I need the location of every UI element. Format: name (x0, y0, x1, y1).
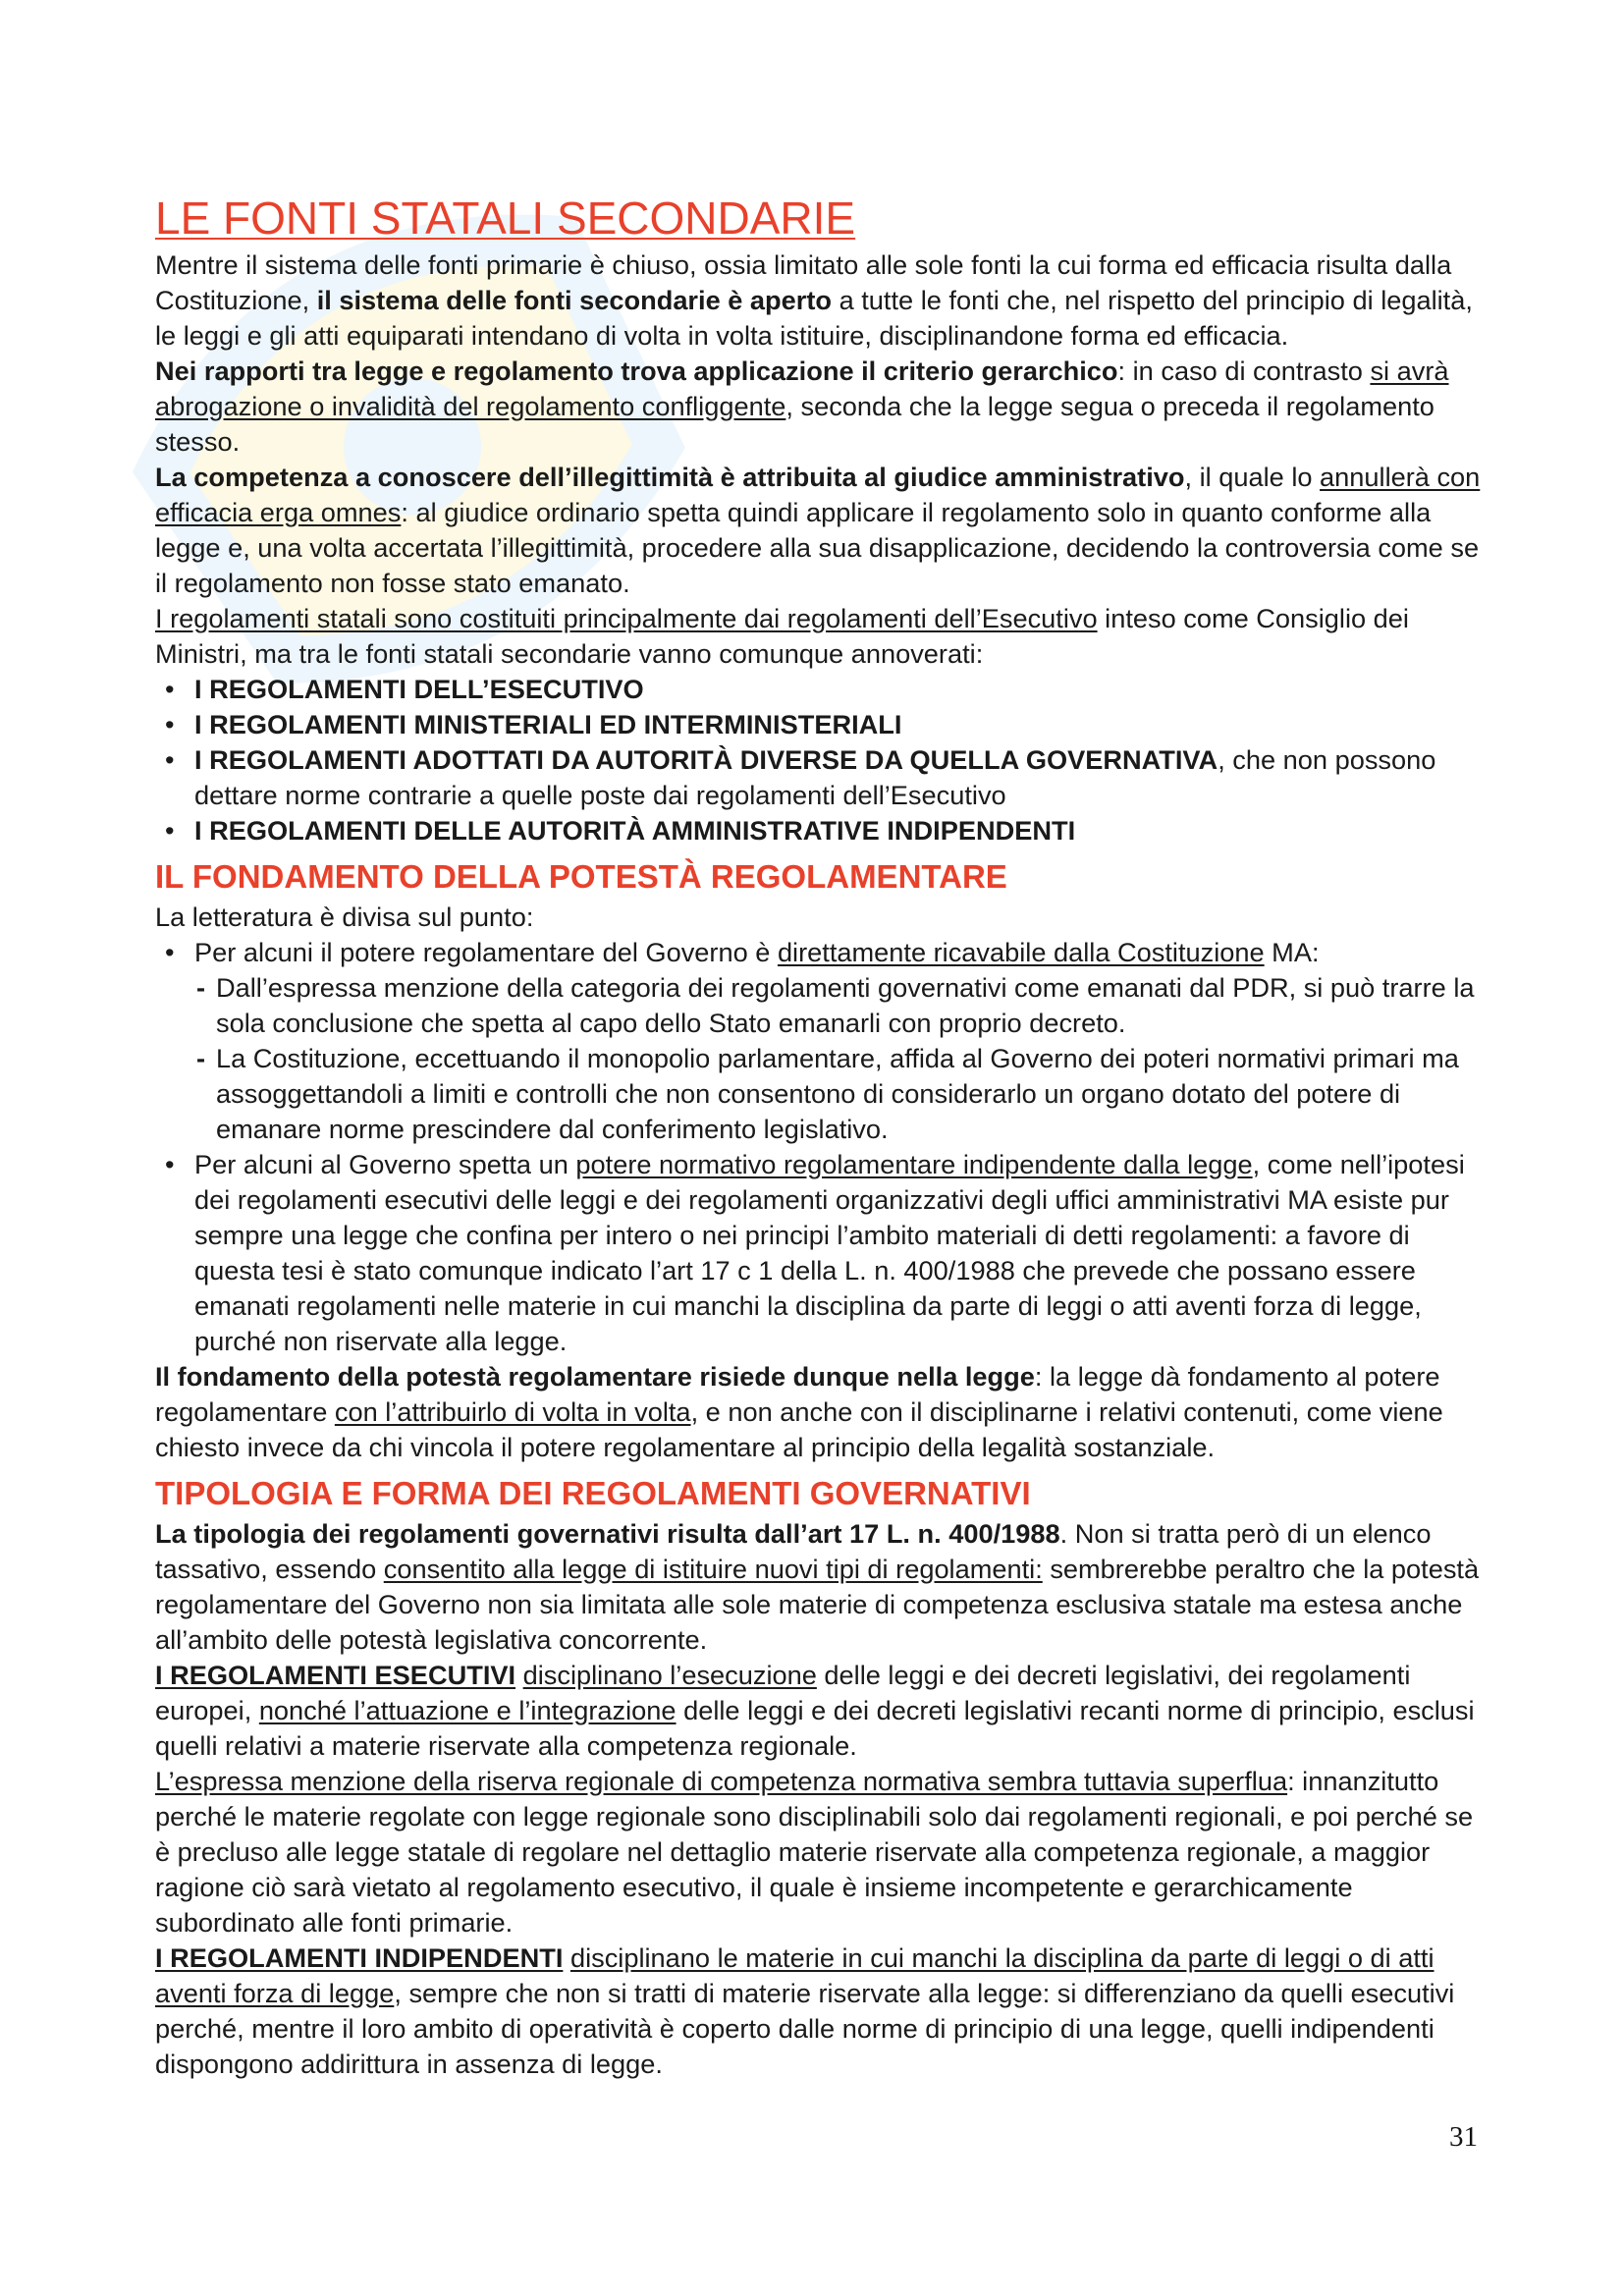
list-item: • I REGOLAMENTI MINISTERIALI ED INTERMINISTERIALI (155, 707, 1490, 742)
bullet-list (155, 672, 1490, 848)
paragraph: Il fondamento della potestà regolamentare risiede dunque nella legge: la legge dà fondamento al potere regolamentare con l’attribuirlo di volta in volta, e non anche con il disciplinarne i relativi contenuti, come viene chiesto invece da chi vincola il potere regolamentare al principio della legalità sostanziale. (155, 1361, 1443, 1462)
document-body (155, 192, 1490, 2082)
paragraph: I REGOLAMENTI INDIPENDENTI disciplinano le materie in cui manchi la disciplina da parte di leggi o di atti aventi forza di legge, sempre che non si tratti di materie riservate alla legge: si differenziano da quelli esecutivi perché, mentre il loro ambito di operatività è coperto dalle norme di principio di una legge, quelli indipendenti dispongono addirittura in assenza di legge. (155, 1942, 1455, 2079)
list-item: • I REGOLAMENTI ADOTTATI DA AUTORITÀ DIVERSE DA QUELLA GOVERNATIVA, che non possono dettare norme contrarie a quelle poste dai regolamenti dell’Esecutivo (155, 742, 1490, 813)
paragraph: La letteratura è divisa sul punto: (155, 902, 534, 932)
paragraph: Nei rapporti tra legge e regolamento trova applicazione il criterio gerarchico: in caso di contrasto si avrà abrogazione o invalidità del regolamento confliggente, seconda che la legge segua o preceda il regolamento stesso. (155, 355, 1449, 457)
list-item: • I REGOLAMENTI DELLE AUTORITÀ AMMINISTRATIVE INDIPENDENTI (155, 813, 1490, 848)
paragraph: L’espressa menzione della riserva regionale di competenza normativa sembra tuttavia superflua: innanzitutto perché le materie regolate con legge regionale sono disciplinabili solo dai regolamenti regionali, e poi perché se è precluso alle legge statale di regolare nel dettaglio materie riservate alla competenza regionale, a maggior ragione ciò sarà vietato al regolamento esecutivo, il quale è insieme incompetente e gerarchicamente subordinato alle fonti primarie. (155, 1766, 1474, 1938)
dash-list (155, 970, 1490, 1147)
paragraph: Mentre il sistema delle fonti primarie è chiuso, ossia limitato alle sole fonti la cui forma ed efficacia risulta dalla Costituzione, il sistema delle fonti secondarie è aperto a tutte le fonti che, nel rispetto del principio di legalità, le leggi e gli atti equiparati intendano di volta in volta istituire, disciplinandone forma ed efficacia. (155, 249, 1473, 351)
page-number: 31 (1449, 2121, 1478, 2153)
list-item: • Per alcuni al Governo spetta un potere normativo regolamentare indipendente dalla legge, come nell’ipotesi dei regolamenti esecutivi delle leggi e dei regolamenti organizzativi degli uffici amministrativi MA esiste pur sempre una legge che confina per intero o nei principi l’ambito materiali di detti regolamenti: a favore di questa tesi è stato comunque indicato l’art 17 c 1 della L. n. 400/1988 che prevede che possano essere emanati regolamenti nelle materie in cui manchi la disciplina da parte di leggi o atti aventi forza di legge, purché non riservate alla legge. (155, 1147, 1490, 1359)
section-title-fondamento: IL FONDAMENTO DELLA POTESTÀ REGOLAMENTARE (155, 858, 1007, 895)
paragraph: I REGOLAMENTI ESECUTIVI disciplinano l’esecuzione delle leggi e dei decreti legislativi, dei regolamenti europei, nonché l’attuazione e l’integrazione delle leggi e dei decreti legislativi recanti norme di principio, esclusi quelli relativi a materie riservate alla competenza regionale. (155, 1660, 1475, 1761)
list-item: • Per alcuni il potere regolamentare del Governo è direttamente ricavabile dalla Costituzione MA: - Dall’espressa menzione della categoria dei regolamenti governativi come emanati dal PDR, si può trarre la sola conclusione che spetta al capo dello Stato emanarli con proprio decreto. - La Costituzione, eccettuando il monopolio parlamentare, affida al Governo dei poteri normativi primari ma assoggettandoli a limiti e controlli che non consentono di considerarlo un organo dotato del potere di emanare norme prescindere dal conferimento legislativo. (155, 935, 1490, 1147)
paragraph: La tipologia dei regolamenti governativi risulta dall’art 17 L. n. 400/1988. Non si tratta però di un elenco tassativo, essendo consentito alla legge di istituire nuovi tipi di regolamenti: sembrerebbe peraltro che la potestà regolamentare del Governo non sia limitata alle sole materie di competenza esclusiva statale ma estesa anche all’ambito delle potestà legislativa concorrente. (155, 1518, 1480, 1655)
list-item: - Dall’espressa menzione della categoria dei regolamenti governativi come emanati dal PDR, si può trarre la sola conclusione che spetta al capo dello Stato emanarli con proprio decreto. (155, 970, 1490, 1041)
list-item: - La Costituzione, eccettuando il monopolio parlamentare, affida al Governo dei poteri normativi primari ma assoggettandoli a limiti e controlli che non consentono di considerarlo un organo dotato del potere di emanare norme prescindere dal conferimento legislativo. (155, 1041, 1490, 1147)
bullet-list (155, 935, 1490, 1359)
paragraph: I regolamenti statali sono costituiti principalmente dai regolamenti dell’Esecutivo inteso come Consiglio dei Ministri, ma tra le fonti statali secondarie vanno comunque annoverati: (155, 603, 1409, 669)
paragraph: La competenza a conoscere dell’illegittimità è attribuita al giudice amministrativo, il quale lo annullerà con efficacia erga omnes: al giudice ordinario spetta quindi applicare il regolamento solo in quanto conforme alla legge e, una volta accertata l’illegittimità, procedere alla sua disapplicazione, decidendo la controversia come se il regolamento non fosse stato emanato. (155, 462, 1481, 598)
section-title-tipologia: TIPOLOGIA E FORMA DEI REGOLAMENTI GOVERNATIVI (155, 1475, 1031, 1511)
list-item: • I REGOLAMENTI DELL’ESECUTIVO (155, 672, 1490, 707)
section-title-fonti-statali: LE FONTI STATALI SECONDARIE (155, 192, 856, 244)
